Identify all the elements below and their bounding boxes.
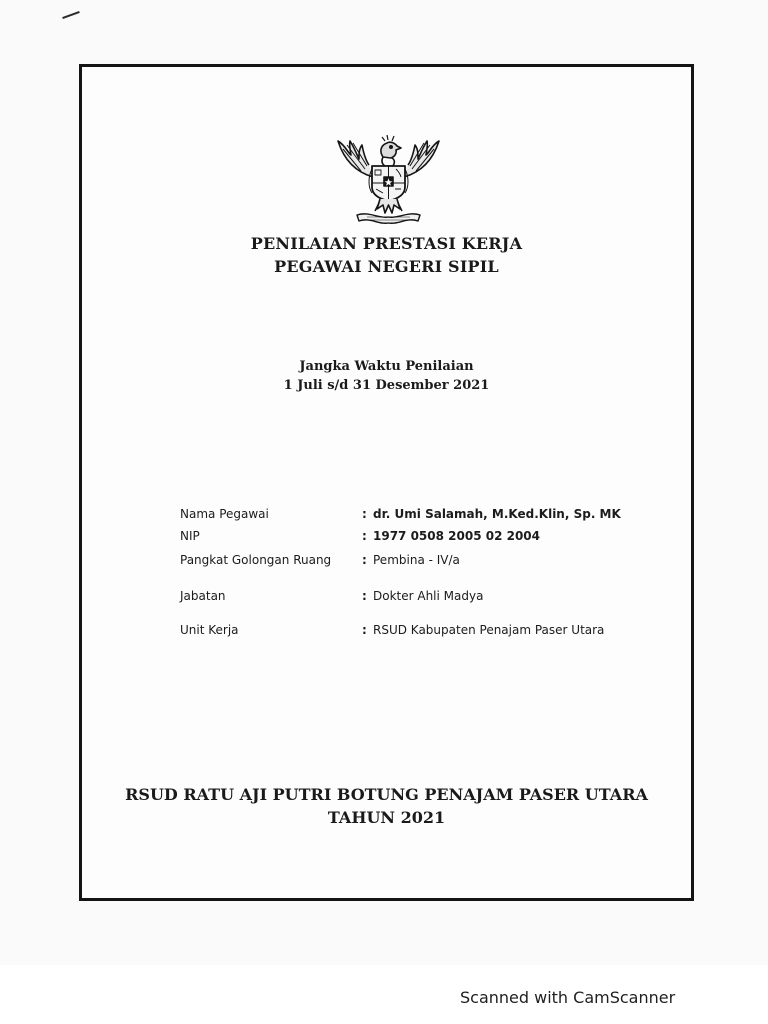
field-colon: : <box>362 623 367 637</box>
field-colon: : <box>362 529 367 543</box>
field-label: Pangkat Golongan Ruang <box>180 553 332 567</box>
scanner-watermark: Scanned with CamScanner <box>460 988 676 1007</box>
title-line-1: PENILAIAN PRESTASI KERJA <box>250 234 523 253</box>
period-heading: Jangka Waktu Penilaian <box>299 359 474 374</box>
garuda-emblem-icon <box>335 133 442 226</box>
period-value: 1 Juli s/d 31 Desember 2021 <box>283 378 490 393</box>
title-line-2: PEGAWAI NEGERI SIPIL <box>274 257 499 276</box>
field-colon: : <box>362 589 367 603</box>
field-label: NIP <box>180 529 200 543</box>
field-label: Jabatan <box>180 589 226 603</box>
field-value: dr. Umi Salamah, M.Ked.Klin, Sp. MK <box>373 507 621 521</box>
field-label: Nama Pegawai <box>180 507 269 521</box>
field-value: 1977 0508 2005 02 2004 <box>373 529 541 543</box>
field-colon: : <box>362 507 367 521</box>
institution-name: RSUD RATU AJI PUTRI BOTUNG PENAJAM PASER UTARA <box>125 785 648 804</box>
field-value: RSUD Kabupaten Penajam Paser Utara <box>373 623 605 637</box>
year-line: TAHUN 2021 <box>327 808 446 827</box>
assessment-period <box>79 357 694 395</box>
field-value: Dokter Ahli Madya <box>373 589 484 603</box>
field-label: Unit Kerja <box>180 623 239 637</box>
institution-footer <box>79 783 694 829</box>
document-title <box>79 232 694 278</box>
field-value: Pembina - IV/a <box>373 553 460 567</box>
field-colon: : <box>362 553 367 567</box>
